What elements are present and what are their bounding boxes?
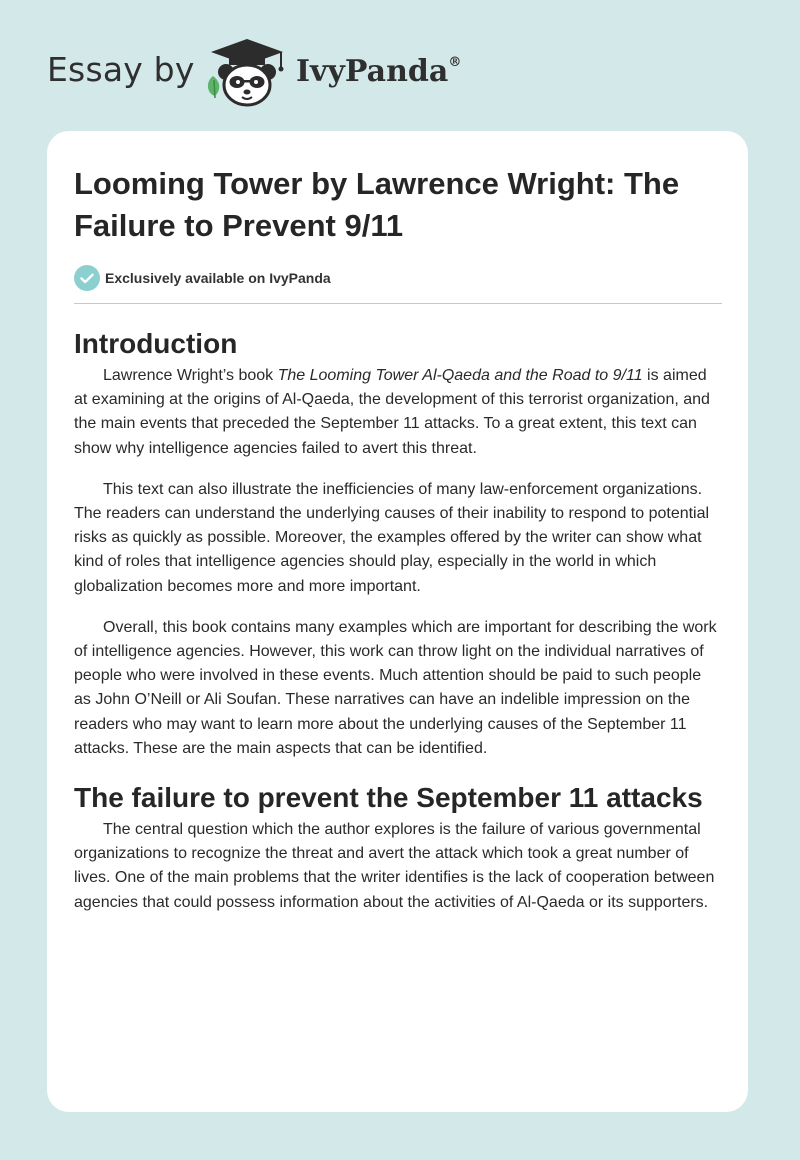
section-heading-introduction: Introduction xyxy=(74,328,238,359)
panda-logo-icon[interactable] xyxy=(201,36,293,108)
paragraph: The central question which the author explores is the failure of various governmental organizations to recognize the threat and avert the attack which took a great number of lives. One of the main problems that the writer identifies is the lack of cooperation between agencies that could possess information about the activities of Al-Qaeda or its supporters. xyxy=(74,821,715,911)
paragraph-text: is aimed at examining at the origins of Al-Qaeda, the development of this terrorist organization, and the main events that preceded the September 11 attacks. To a great extent, this text can show why intelligence agencies failed to avert this threat. xyxy=(74,367,710,457)
badge-text: Exclusively available on IvyPanda xyxy=(105,270,331,286)
brand-name[interactable] xyxy=(296,54,461,89)
registered-mark: ® xyxy=(448,55,462,70)
paragraph: Overall, this book contains many examples which are important for describing the work of intelligence agencies. However, this work can throw light on the individual narratives of people who were involved in these events. Much attention should be paid to such people as John O’Neill or Ali Soufan. These narratives can have an indelible impression on the readers who may want to learn more about the underlying causes of the September 11 attacks. These are the main aspects that can be identified. xyxy=(74,618,717,757)
paragraph: This text can also illustrate the inefficiencies of many law-enforcement organizations. The readers can understand the underlying causes of their inability to respond to potential risks as quickly as possible. Moreover, the examples offered by the writer can show what kind of roles that intelligence agencies should play, especially in the world in which globalization becomes more and more important. xyxy=(74,480,710,595)
brand-prefix: Essay by xyxy=(47,50,195,89)
site-header xyxy=(47,36,507,108)
paragraph-text: Lawrence Wright’s book xyxy=(103,367,278,384)
paragraph xyxy=(74,364,722,461)
essay-card xyxy=(47,131,748,1112)
essay-title: Looming Tower by Lawrence Wright: The Failure to Prevent 9/11 xyxy=(74,166,680,243)
section-heading-failure: The failure to prevent the September 11 attacks xyxy=(74,782,703,814)
book-title: The Looming Tower Al-Qaeda and the Road to 9/11 xyxy=(277,367,643,384)
check-circle-icon xyxy=(74,265,100,291)
exclusive-badge xyxy=(74,265,721,291)
brand-name-text: IvyPanda xyxy=(296,54,449,89)
divider xyxy=(74,303,722,304)
